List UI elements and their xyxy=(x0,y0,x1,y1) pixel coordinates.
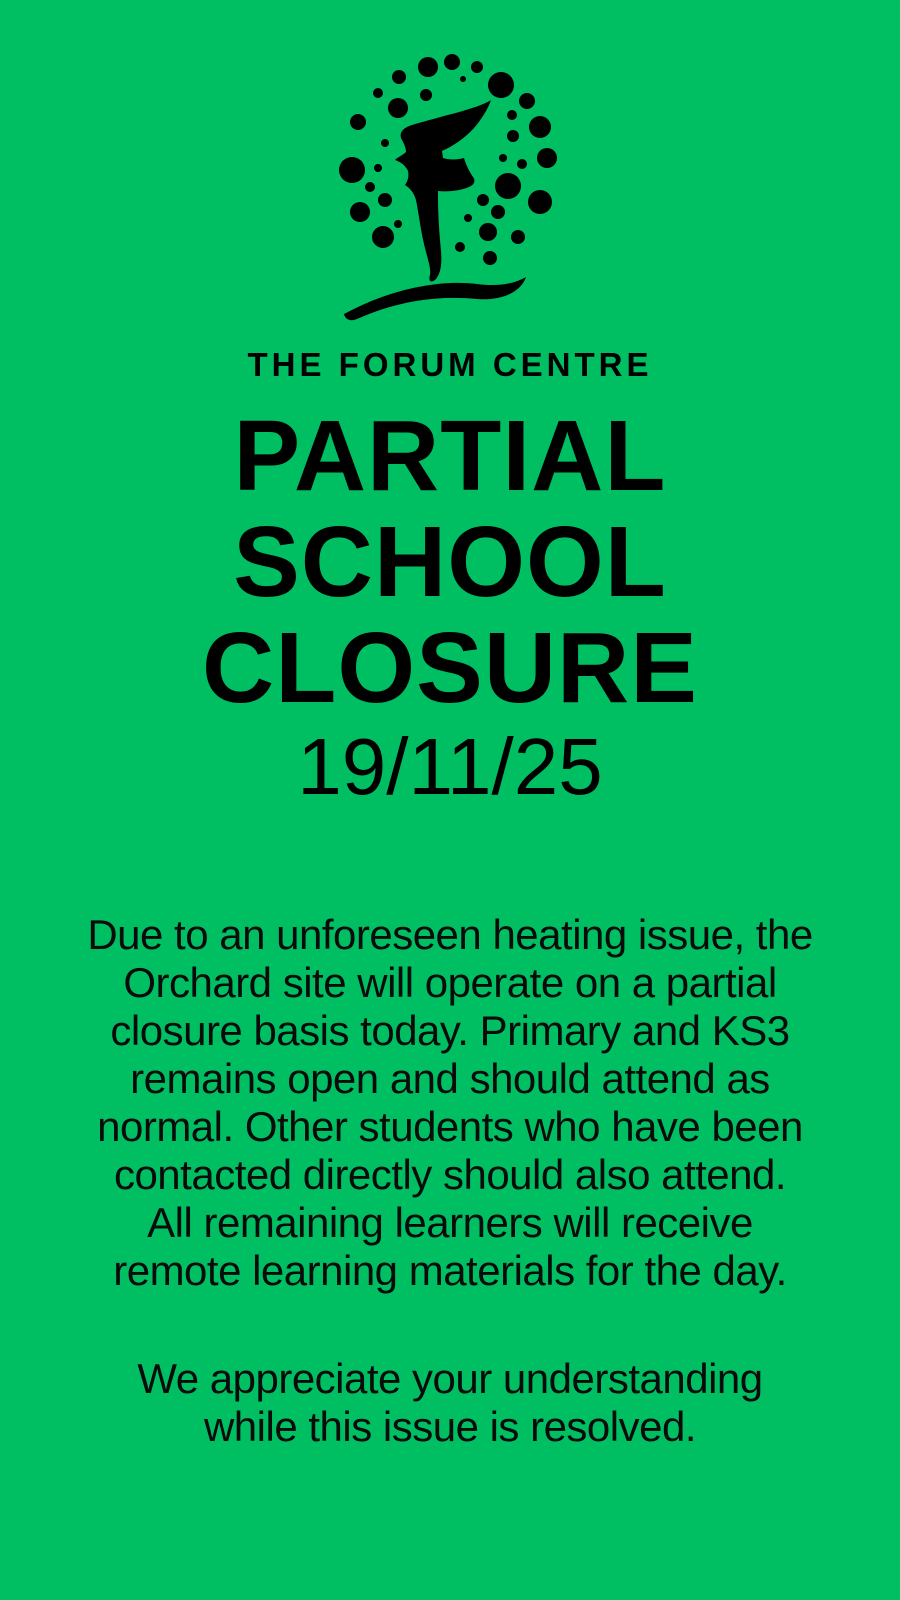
text-line: while this issue is resolved. xyxy=(203,1403,697,1450)
text-line: contacted directly should also attend. xyxy=(113,1151,787,1198)
forum-centre-logo xyxy=(0,0,900,340)
text-line: PARTIAL xyxy=(233,400,667,512)
text-line: remote learning materials for the day. xyxy=(113,1247,787,1294)
text-line: closure basis today. Primary and KS3 xyxy=(110,1007,790,1054)
text-line: Orchard site will operate on a partial xyxy=(123,959,777,1006)
text-line: remains open and should attend as xyxy=(130,1055,770,1102)
text-line: All remaining learners will receive xyxy=(147,1199,753,1246)
text-line: We appreciate your understanding xyxy=(137,1355,763,1402)
text-line: CLOSURE xyxy=(202,612,698,724)
logo-wave-swoosh-icon xyxy=(344,277,526,320)
text-line: Due to an unforeseen heating issue, the xyxy=(87,911,813,958)
brand-name: THE FORUM CENTRE xyxy=(247,346,653,383)
closure-date: 19/11/25 xyxy=(297,722,603,811)
headline xyxy=(0,400,900,724)
text-line: normal. Other students who have been xyxy=(97,1103,803,1150)
logo-script-f-icon xyxy=(395,100,491,282)
text-line: SCHOOL xyxy=(233,506,667,618)
announcement-paragraph-1 xyxy=(25,911,875,1295)
announcement-paragraph-2 xyxy=(25,1355,875,1451)
